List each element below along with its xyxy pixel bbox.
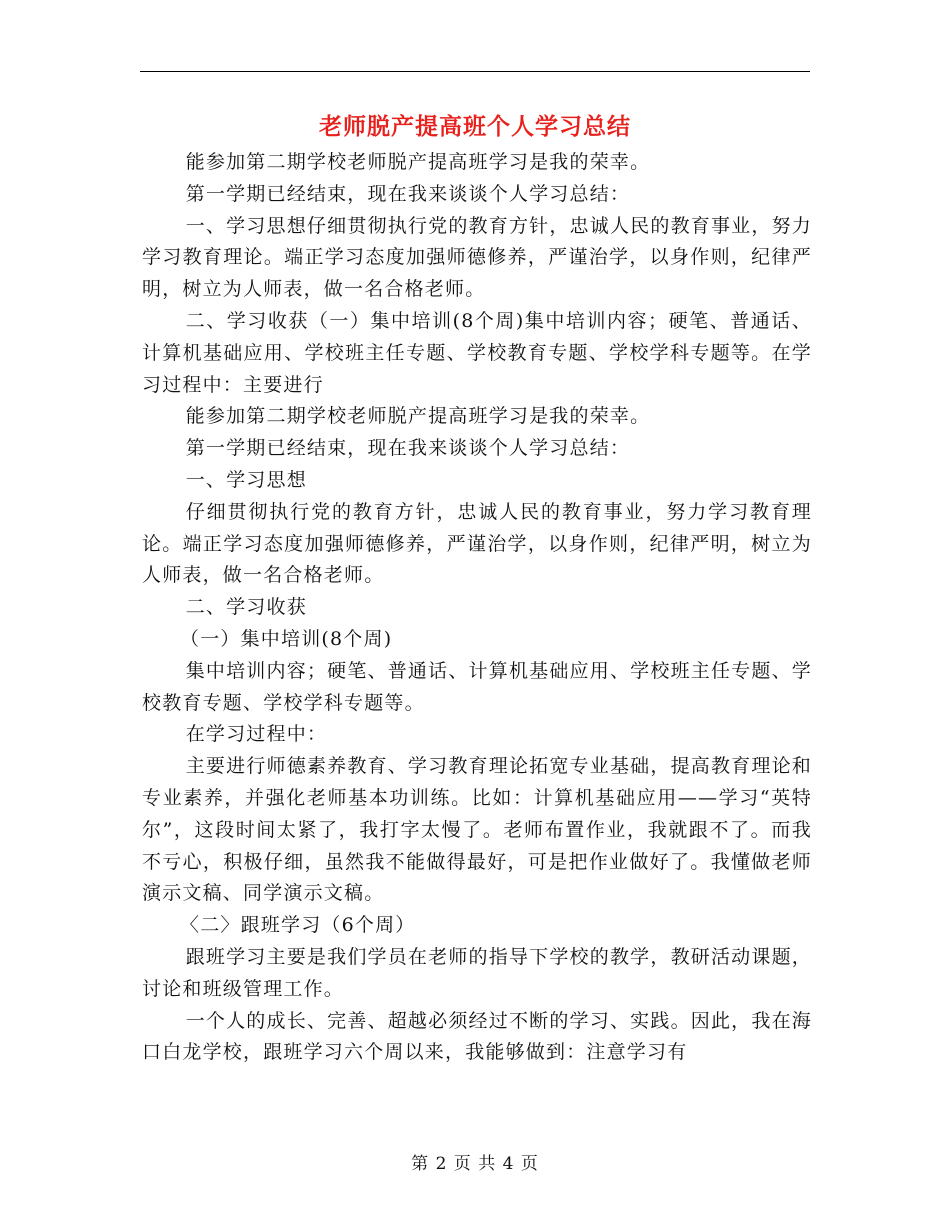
paragraph: 在学习过程中： [185,723,328,746]
paragraph: 一个人的成长、完善、超越必须经过不断的学习、实践。因此，我在海口白龙学校，跟班学习六个周以来，我能够做到：注意学习有 [142,1009,812,1064]
paragraph: 能参加第二期学校老师脱产提高班学习是我的荣幸。 [185,405,651,428]
paragraph: 集中培训内容；硬笔、普通话、计算机基础应用、学校班主任专题、学校教育专题、学校学科专题等。 [142,659,812,714]
subsection-heading: 〈二〉跟班学习（6个周） [180,914,416,937]
paragraph: 一、学习思想仔细贯彻执行党的教育方针，忠诚人民的教育事业，努力学习教育理论。端正学习态度加强师德修养，严谨治学，以身作则，纪律严明，树立为人师表，做一名合格老师。 [142,214,812,301]
paragraph: 仔细贯彻执行党的教育方针，忠诚人民的教育事业，努力学习教育理论。端正学习态度加强师德修养，严谨治学，以身作则，纪律严明，树立为人师表，做一名合格老师。 [142,500,812,587]
section-heading: 二、学习收获 [185,596,307,619]
document-title: 老师脱产提高班个人学习总结 [319,113,631,140]
paragraph: 第一学期已经结束，现在我来谈谈个人学习总结： [185,182,631,205]
page-number: 第 2 页 共 4 页 [411,1154,539,1174]
paragraph: 第一学期已经结束，现在我来谈谈个人学习总结： [185,437,631,460]
paragraph: 主要进行师德素养教育、学习教育理论拓宽专业基础，提高教育理论和专业素养，并强化老师基本功训练。比如：计算机基础应用——学习“英特尔”，这段时间太紧了，我打字太慢了。老师布置作业，我就跟不了。而我不亏心，积极仔细，虽然我不能做得最好，可是把作业做好了。我懂做老师演示文稿、同学演示文稿。 [142,755,812,905]
section-heading: 一、学习思想 [185,468,307,491]
paragraph: 跟班学习主要是我们学员在老师的指导下学校的教学，教研活动课题，讨论和班级管理工作。 [142,945,812,1000]
header-rule [140,71,810,72]
paragraph: 能参加第二期学校老师脱产提高班学习是我的荣幸。 [185,151,651,173]
paragraph: 二、学习收获（一）集中培训(8个周)集中培训内容；硬笔、普通话、计算机基础应用、学校班主任专题、学校教育专题、学校学科专题等。在学习过程中：主要进行 [142,309,812,396]
document-body [142,147,812,1069]
subsection-heading: （一）集中培训(8个周) [180,627,393,650]
